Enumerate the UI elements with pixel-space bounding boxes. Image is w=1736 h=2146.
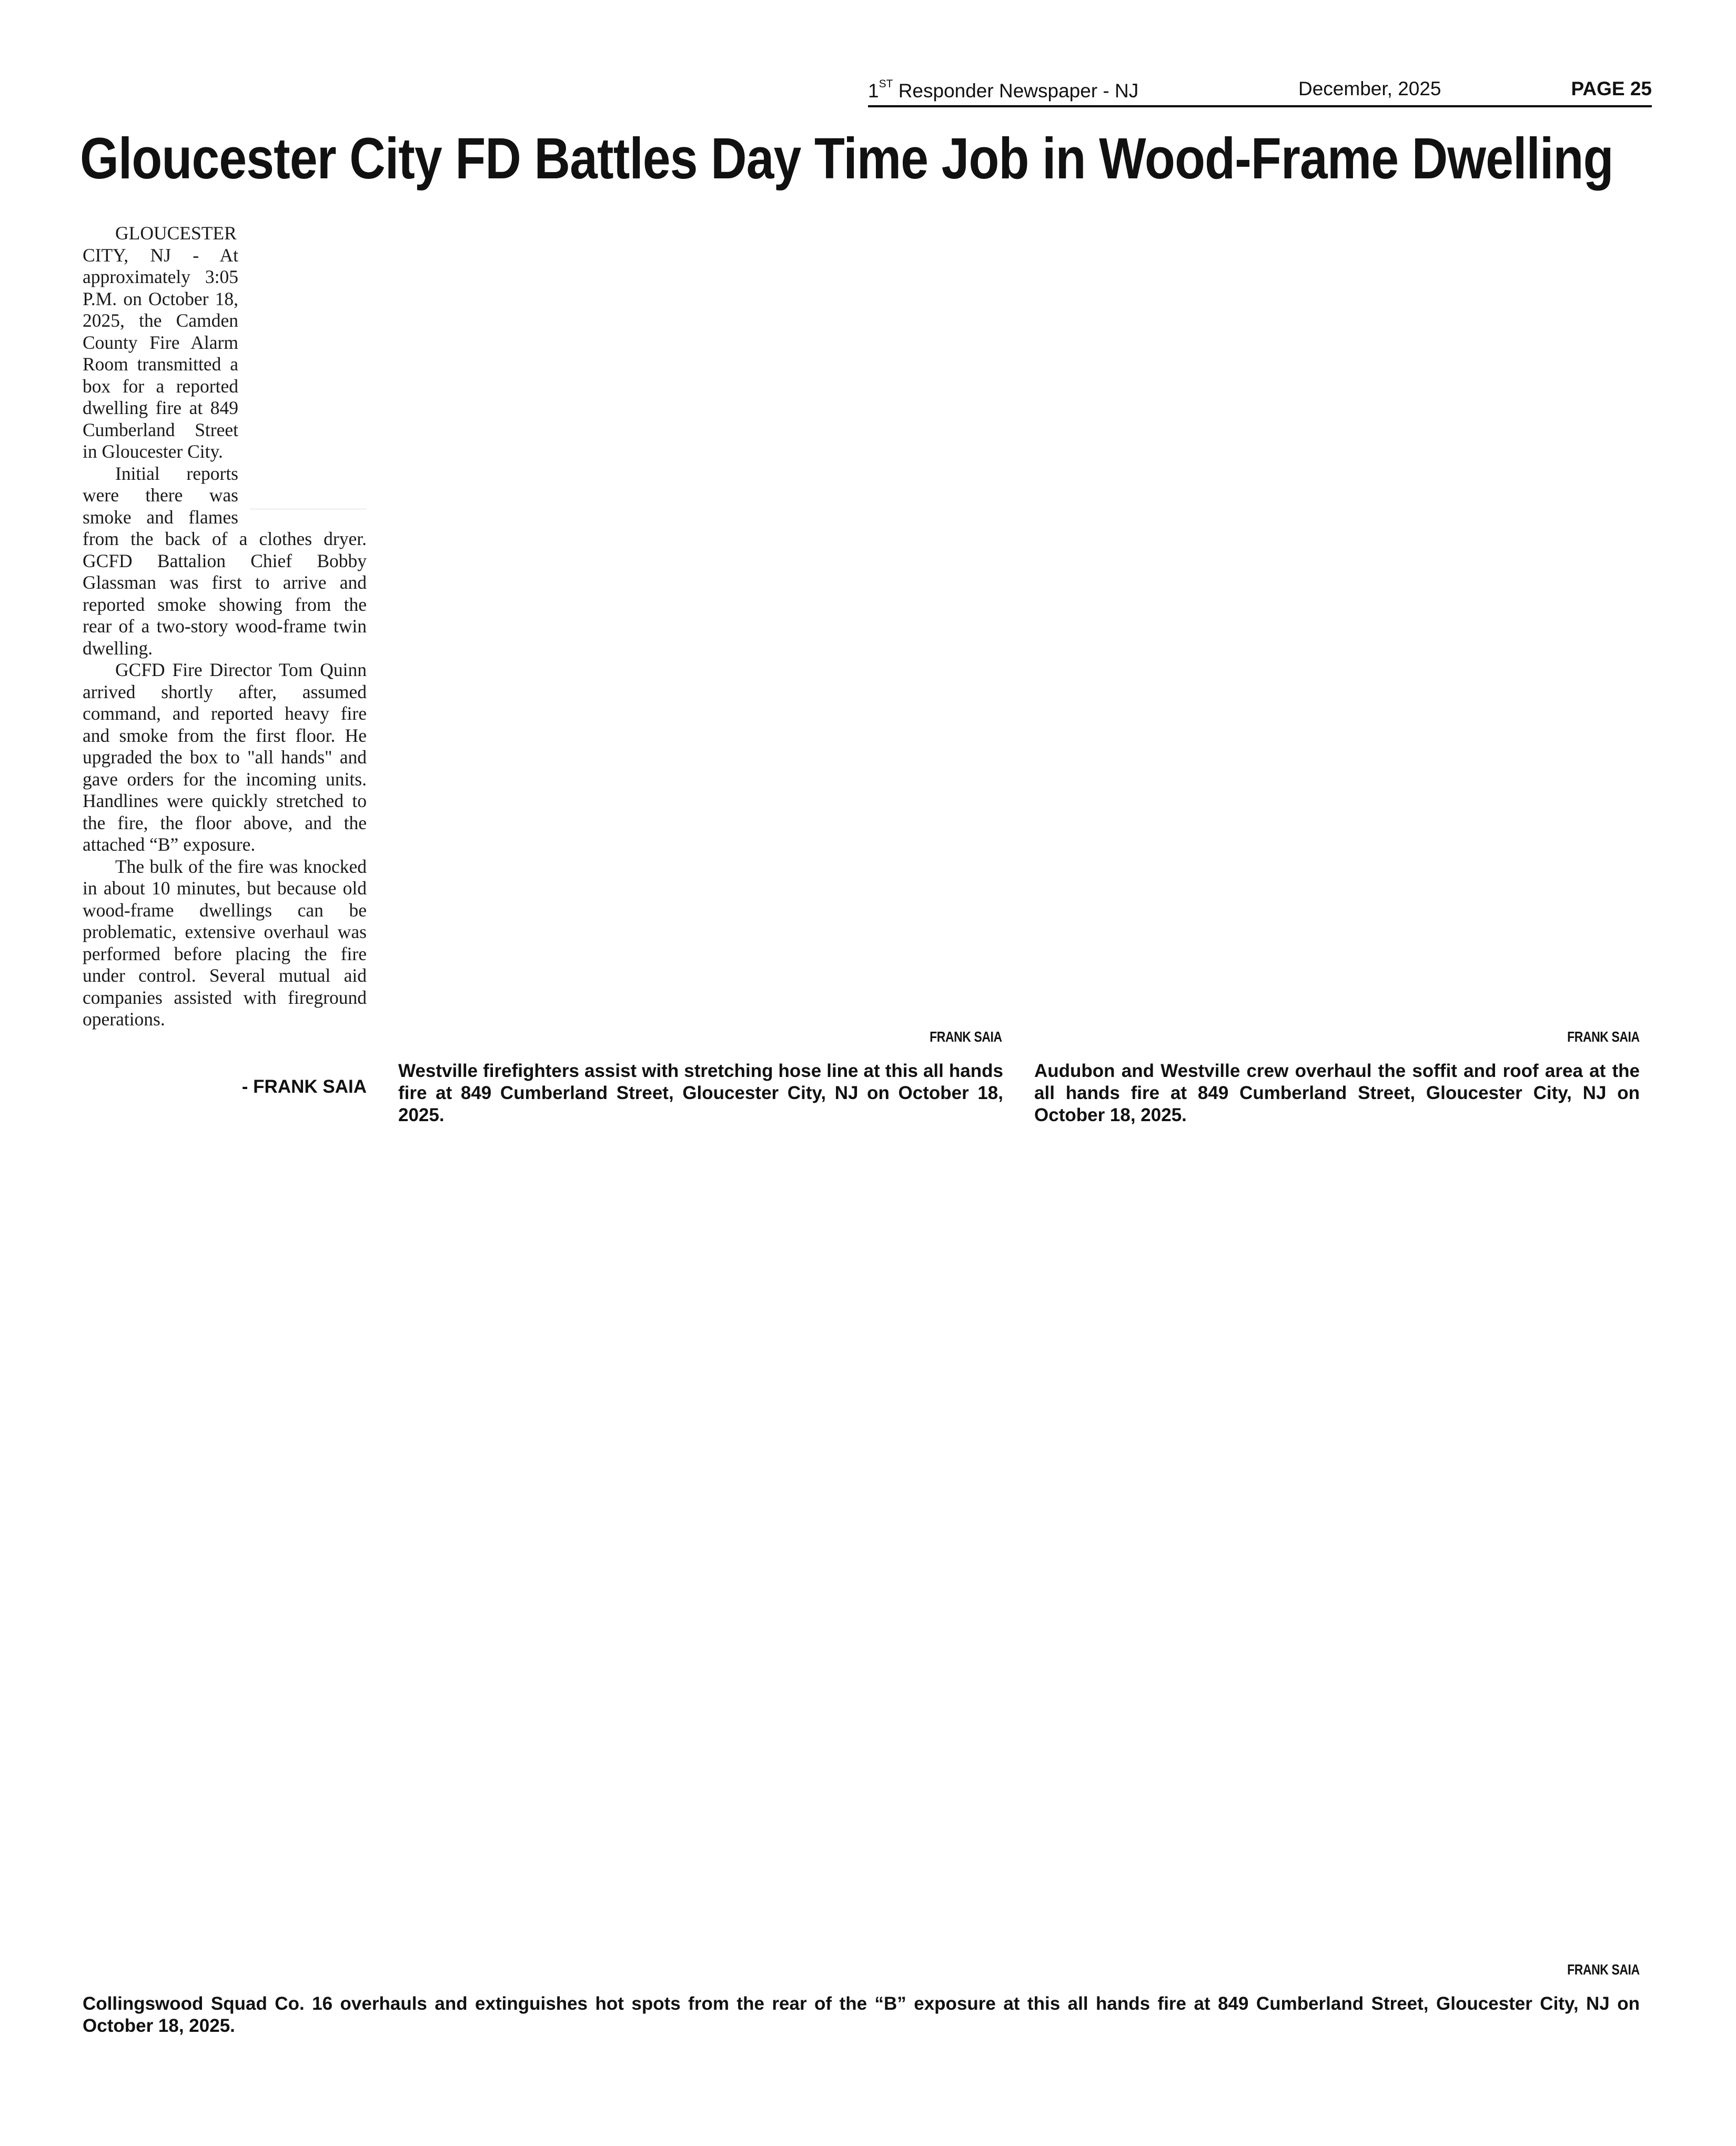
headline: Gloucester City FD Battles Day Time Job in Wood-Frame Dwelling xyxy=(80,126,1613,191)
masthead xyxy=(868,78,1652,107)
article-paragraph: Initial reports were there was smoke and flames from the back of a clothes dryer. GCFD Battalion Chief Bobby Glassman was first to arrive and reported smoke showing from the rear of a two-story wood-frame twin dwelling. xyxy=(83,462,367,659)
photo-westville-hose-line xyxy=(398,223,1003,1023)
newspaper-ordinal: ST xyxy=(879,78,893,90)
photo-caption: Collingswood Squad Co. 16 overhauls and extinguishes hot spots from the rear of the “B” exposure at this all hands fire at 849 Cumberland Street, Gloucester City, NJ on October 18, 2025. xyxy=(83,1993,1640,2036)
photo-caption: Audubon and Westville crew overhaul the soffit and roof area at the all hands fire at 849 Cumberland Street, Gloucester City, NJ on October 18, 2025. xyxy=(1034,1061,1640,1125)
photo-collingswood-squad xyxy=(83,1142,1640,1947)
photo-audubon-westville-overhaul xyxy=(1034,223,1639,1023)
newspaper-number: 1 xyxy=(868,80,879,102)
article-body xyxy=(83,223,367,1031)
newspaper-name xyxy=(868,80,1138,102)
photo-credit: FRANK SAIA xyxy=(930,1029,1002,1045)
article-byline: - FRANK SAIA xyxy=(241,1076,367,1097)
article-paragraph: The bulk of the fire was knocked in about 10 minutes, but because old wood-frame dwellings can be problematic, extensive overhaul was performed before placing the fire under control. Several mutual aid companies assisted with fireground operations. xyxy=(83,855,367,1030)
photo-credit: FRANK SAIA xyxy=(1567,1961,1640,1978)
newspaper-title: Responder Newspaper - NJ xyxy=(893,80,1139,102)
page-number: PAGE 25 xyxy=(1571,78,1652,99)
photo-caption: Westville firefighters assist with stretching hose line at this all hands fire at 849 Cumberland Street, Gloucester City, NJ on October 18, 2025. xyxy=(398,1061,1003,1125)
issue-date: December, 2025 xyxy=(1298,78,1441,99)
article-paragraph: GCFD Fire Director Tom Quinn arrived shortly after, assumed command, and reported heavy fire and smoke from the first floor. He upgraded the box to "all hands" and gave orders for the incoming units. Handlines were quickly stretched to the fire, the floor above, and the attached “B” exposure. xyxy=(83,659,367,855)
article-paragraph: GLOUCESTER CITY, NJ - At approximately 3:05 P.M. on October 18, 2025, the Camden County Fire Alarm Room transmitted a box for a reported dwelling fire at 849 Cumberland Street in Gloucester City. xyxy=(83,223,238,462)
photo-credit: FRANK SAIA xyxy=(1567,1029,1640,1045)
pull-quote-space xyxy=(250,223,367,518)
